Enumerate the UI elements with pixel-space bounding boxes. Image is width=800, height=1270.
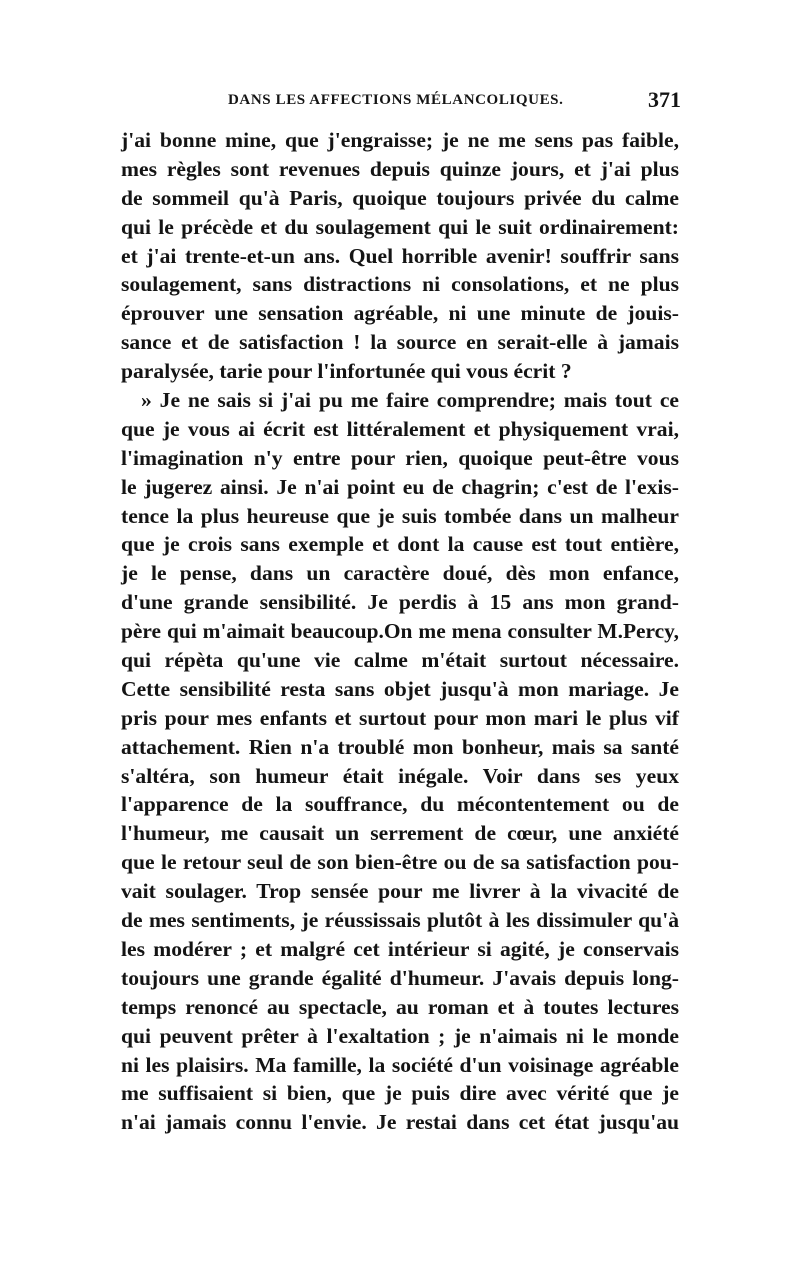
text-line: l'apparence de la souffrance, du mécontentement ou de	[121, 792, 679, 817]
text-line: soulagement, sans distractions ni consolations, et ne plus	[121, 272, 679, 297]
text-line: éprouver une sensation agréable, ni une minute de jouis-	[121, 301, 679, 326]
text-line: pris pour mes enfants et surtout pour mon mari le plus vif	[121, 705, 679, 730]
running-head: DANS LES AFFECTIONS MÉLANCOLIQUES.	[228, 92, 564, 108]
text-line: le jugerez ainsi. Je n'ai point eu de chagrin; c'est de l'exis-	[121, 474, 679, 499]
text-line: sance et de satisfaction ! la source en serait-elle à jamais	[121, 330, 679, 355]
text-line: que le retour seul de son bien-être ou de sa satisfaction pou-	[121, 850, 679, 875]
text-line: toujours une grande égalité d'humeur. J'avais depuis long-	[121, 965, 679, 990]
text-line: d'une grande sensibilité. Je perdis à 15 ans mon grand-	[121, 590, 679, 615]
page-number: 371	[648, 87, 681, 112]
text-line: qui peuvent prêter à l'exaltation ; je n'aimais ni le monde	[121, 1023, 679, 1048]
text-line: les modérer ; et malgré cet intérieur si agité, je conservais	[121, 936, 679, 961]
text-line: vait soulager. Trop sensée pour me livrer à la vivacité de	[121, 879, 679, 904]
body-text	[121, 126, 679, 1137]
page-header	[120, 87, 685, 122]
text-line: l'imagination n'y entre pour rien, quoique peut-être vous	[121, 445, 679, 470]
text-line: que je crois sans exemple et dont la cause est tout entière,	[121, 532, 679, 557]
text-line: temps renoncé au spectacle, au roman et à toutes lectures	[121, 994, 679, 1019]
text-line: attachement. Rien n'a troublé mon bonheur, mais sa santé	[121, 734, 679, 759]
text-line: et j'ai trente-et-un ans. Quel horrible avenir! souffrir sans	[121, 243, 679, 268]
text-line: que je vous ai écrit est littéralement et physiquement vrai,	[121, 416, 679, 441]
text-line: qui répèta qu'une vie calme m'était surtout nécessaire.	[121, 648, 679, 673]
text-line: de sommeil qu'à Paris, quoique toujours privée du calme	[121, 185, 679, 210]
text-line: tence la plus heureuse que je suis tombée dans un malheur	[121, 503, 679, 528]
text-line: je le pense, dans un caractère doué, dès mon enfance,	[121, 561, 679, 586]
text-line: Cette sensibilité resta sans objet jusqu'à mon mariage. Je	[121, 676, 679, 701]
text-line: n'ai jamais connu l'envie. Je restai dans cet état jusqu'au	[121, 1110, 679, 1135]
text-line: paralysée, tarie pour l'infortunée qui vous écrit ?	[121, 359, 572, 384]
text-line: de mes sentiments, je réussissais plutôt à les dissimuler qu'à	[121, 908, 679, 933]
text-line: j'ai bonne mine, que j'engraisse; je ne me sens pas faible,	[121, 128, 679, 152]
text-line: » Je ne sais si j'ai pu me faire comprendre; mais tout ce	[141, 388, 679, 413]
text-line: père qui m'aimait beaucoup.On me mena consulter M.Percy,	[121, 619, 679, 644]
text-line: l'humeur, me causait un serrement de cœur, une anxiété	[121, 821, 679, 846]
text-line: qui le précède et du soulagement qui le suit ordinairement:	[121, 214, 679, 239]
text-line: me suffisaient si bien, que je puis dire avec vérité que je	[121, 1081, 679, 1106]
text-line: s'altéra, son humeur était inégale. Voir dans ses yeux	[121, 763, 679, 788]
text-line: ni les plaisirs. Ma famille, la société d'un voisinage agréable	[121, 1052, 679, 1077]
text-line: mes règles sont revenues depuis quinze jours, et j'ai plus	[121, 156, 679, 181]
